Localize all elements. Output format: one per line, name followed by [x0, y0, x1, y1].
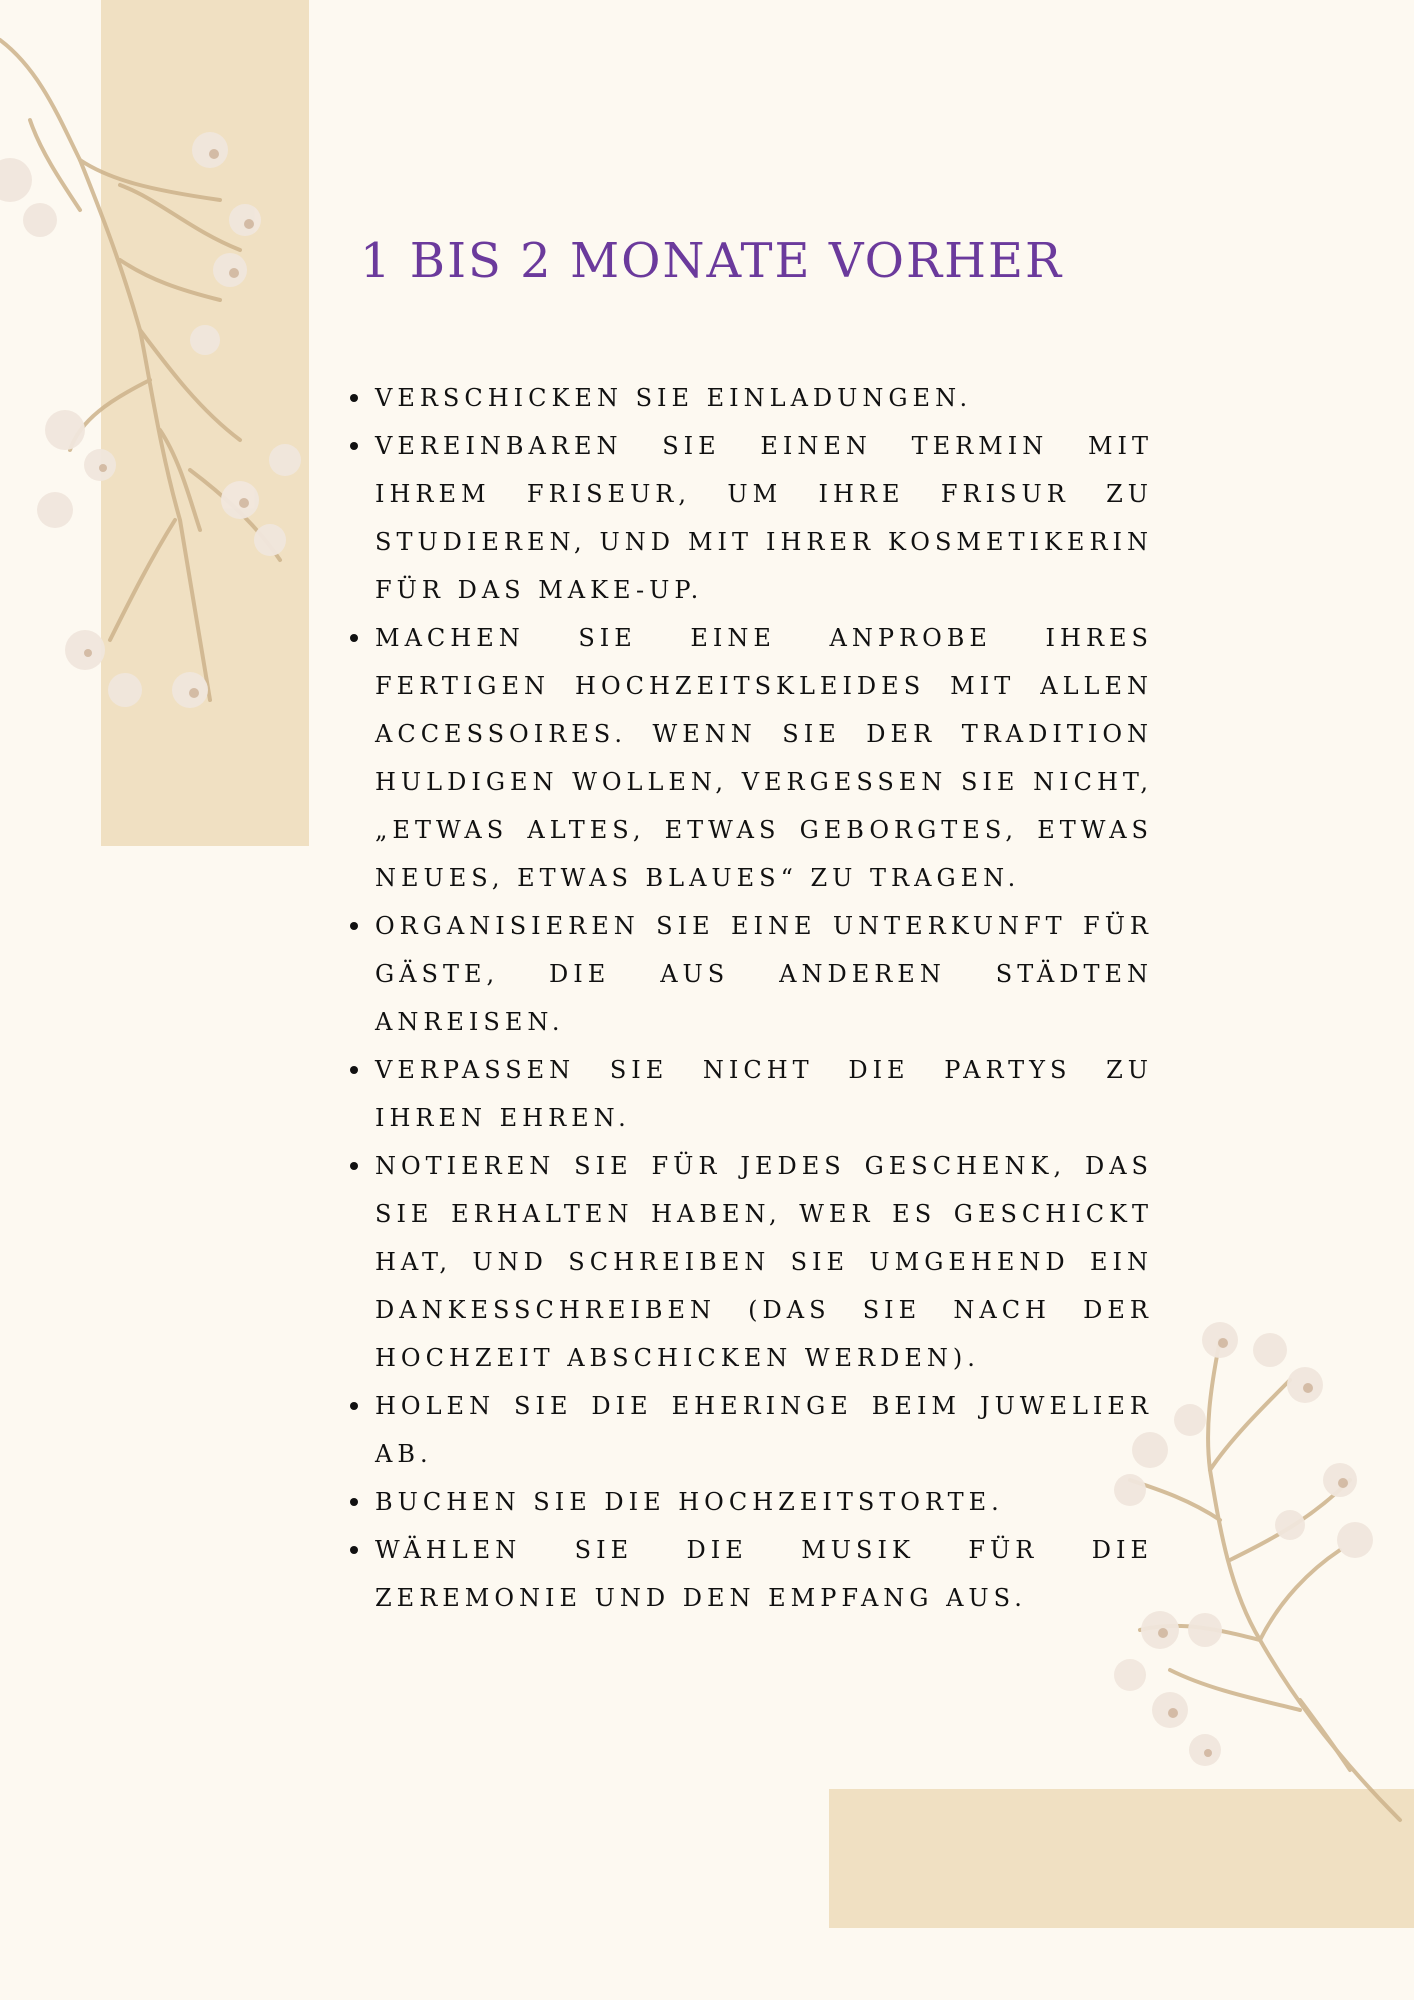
checklist-item: ORGANISIEREN SIE EINE UNTERKUNFT FÜR GÄSTE, DIE AUS ANDEREN STÄDTEN ANREISEN.	[375, 902, 1153, 1046]
checklist-item: VERSCHICKEN SIE EINLADUNGEN.	[375, 374, 1153, 422]
floral-branch-illustration-bottom-right	[1110, 1300, 1414, 1900]
checklist-item: NOTIEREN SIE FÜR JEDES GESCHENK, DAS SIE ERHALTEN HABEN, WER ES GESCHICKT HAT, UND SCHREIBEN SIE UMGEHEND EIN DANKESSCHREIBEN (DAS SIE NACH DER HOCHZEIT ABSCHICKEN WERDEN).	[375, 1142, 1153, 1382]
checklist-item: VERPASSEN SIE NICHT DIE PARTYS ZU IHREN EHREN.	[375, 1046, 1153, 1142]
page-title: 1 BIS 2 MONATE VORHER	[360, 233, 1064, 289]
checklist-item: WÄHLEN SIE DIE MUSIK FÜR DIE ZEREMONIE UND DEN EMPFANG AUS.	[375, 1526, 1153, 1622]
checklist-item: VEREINBAREN SIE EINEN TERMIN MIT IHREM FRISEUR, UM IHRE FRISUR ZU STUDIEREN, UND MIT IHRER KOSMETIKERIN FÜR DAS MAKE-UP.	[375, 422, 1153, 614]
checklist-item: HOLEN SIE DIE EHERINGE BEIM JUWELIER AB.	[375, 1382, 1153, 1478]
checklist	[375, 374, 1153, 1622]
checklist-item: MACHEN SIE EINE ANPROBE IHRES FERTIGEN HOCHZEITSKLEIDES MIT ALLEN ACCESSOIRES. WENN SIE DER TRADITION HULDIGEN WOLLEN, VERGESSEN SIE NICHT, „ETWAS ALTES, ETWAS GEBORGTES, ETWAS NEUES, ETWAS BLAUES“ ZU TRAGEN.	[375, 614, 1153, 902]
floral-branch-illustration-top-left	[0, 0, 320, 760]
checklist-item: BUCHEN SIE DIE HOCHZEITSTORTE.	[375, 1478, 1153, 1526]
